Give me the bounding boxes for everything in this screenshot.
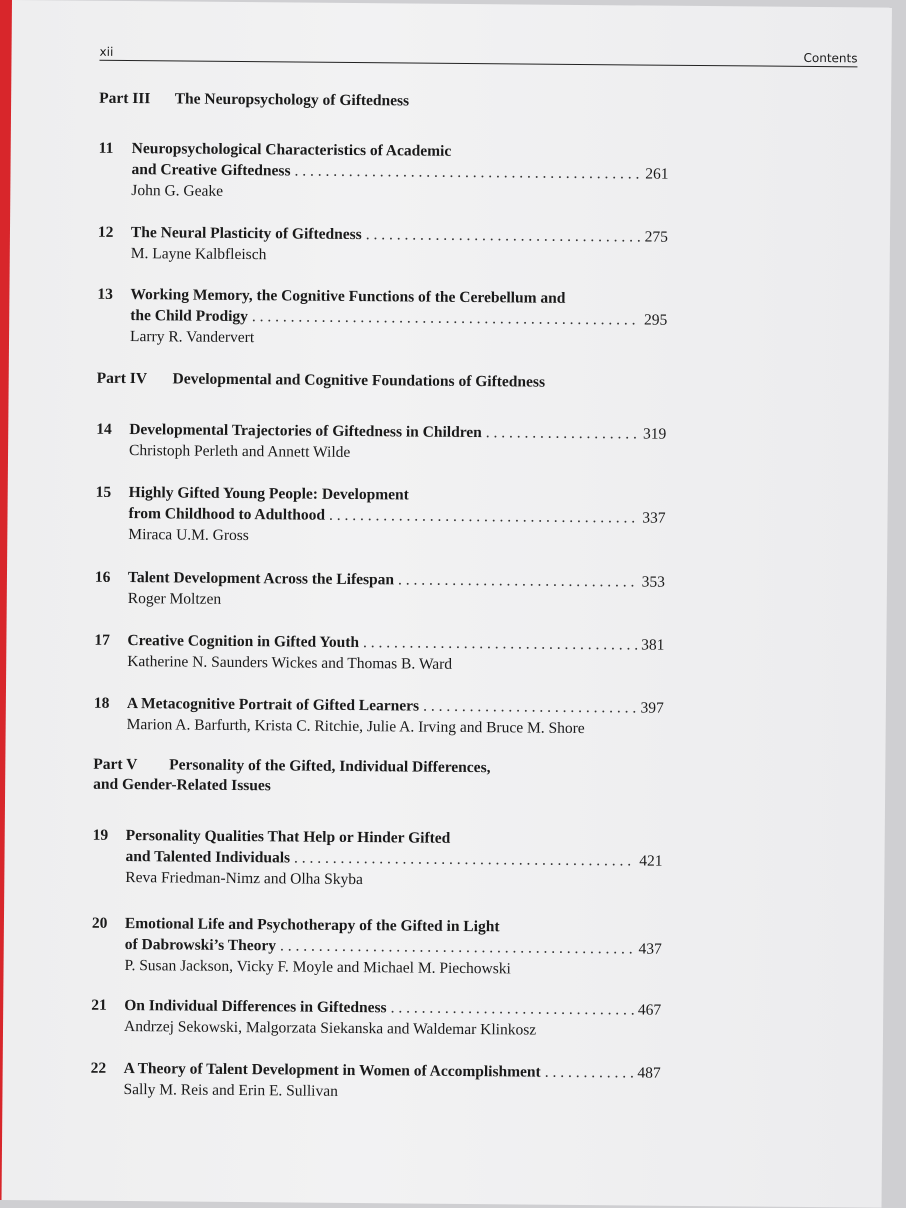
chapter-title-line1: Personality Qualities That Help or Hinder Gifted [125, 827, 451, 847]
leader-dots [252, 306, 640, 330]
chapter-title: Talent Development Across the Lifespan [127, 569, 395, 589]
chapter-title: and Talented Individuals [125, 848, 291, 867]
chapter-title: On Individual Differences in Giftedness [124, 997, 387, 1017]
chapter-title-line1: Emotional Life and Psychotherapy of the Gifted in Light [124, 915, 500, 936]
header-rule [99, 60, 857, 68]
page-number: xii [99, 44, 114, 59]
leader-dots [423, 696, 637, 719]
chapter-number: 12 [97, 223, 114, 241]
chapter-authors: Andrzej Sekowski, Malgorzata Siekanska and Waldemar Klinkosz [123, 1018, 537, 1039]
chapter-title-line1: Working Memory, the Cognitive Functions of the Cerebellum and [130, 286, 566, 307]
chapter-number: 15 [95, 483, 112, 501]
chapter-number: 18 [93, 694, 110, 712]
chapter-title: A Metacognitive Portrait of Gifted Learners [126, 695, 420, 715]
running-header [99, 45, 857, 72]
chapter-title: Developmental Trajectories of Giftedness in Children [129, 421, 482, 442]
chapter-number: 11 [98, 139, 114, 157]
chapter-number: 21 [91, 996, 107, 1014]
toc-entry[interactable] [95, 482, 666, 550]
toc-entry[interactable] [94, 693, 664, 740]
chapter-title: A Theory of Talent Development in Women of Accomplishment [123, 1060, 541, 1081]
part-number: Part IV [96, 369, 148, 388]
chapter-title: of Dabrowski’s Theory [124, 936, 277, 955]
chapter-page: 261 [645, 165, 669, 183]
section-title: Contents [803, 50, 858, 66]
chapter-authors: M. Layne Kalbfleisch [130, 245, 267, 264]
chapter-page: 295 [643, 311, 668, 329]
part-number: Part V [93, 755, 138, 774]
chapter-authors: Katherine N. Saunders Wickes and Thomas B. Ward [127, 653, 453, 673]
toc-entry[interactable] [98, 138, 669, 206]
chapter-authors: Miraca U.M. Gross [128, 526, 249, 545]
toc-entry[interactable] [91, 995, 661, 1042]
leader-dots [294, 847, 635, 871]
leader-dots [545, 1062, 634, 1084]
chapter-page: 337 [642, 509, 666, 527]
chapter-authors: Larry R. Vandervert [129, 328, 255, 347]
contents-page [2, 0, 892, 1208]
toc-entry[interactable] [91, 913, 662, 981]
part-heading [93, 755, 491, 798]
toc-entry[interactable] [96, 419, 666, 466]
chapter-page: 319 [642, 425, 667, 443]
part-title-line2: and Gender-Related Issues [93, 775, 271, 795]
chapter-number: 14 [96, 420, 112, 438]
toc-entry[interactable] [94, 630, 664, 677]
chapter-authors: P. Susan Jackson, Vicky F. Moyle and Michael M. Piechowski [124, 957, 511, 978]
chapter-title: The Neural Plasticity of Giftedness [130, 224, 362, 244]
leader-dots [363, 632, 637, 655]
leader-dots [391, 997, 635, 1020]
part-heading [99, 89, 409, 112]
toc-entry[interactable] [92, 825, 663, 893]
chapter-page: 421 [639, 852, 663, 870]
chapter-authors: John G. Geake [131, 182, 224, 200]
toc-entry[interactable] [98, 222, 668, 269]
part-title: Personality of the Gifted, Individual Differences, [169, 756, 491, 777]
leader-dots [366, 224, 641, 247]
chapter-authors: Roger Moltzen [127, 590, 222, 608]
chapter-authors: Christoph Perleth and Annett Wilde [128, 442, 351, 461]
chapter-authors: Reva Friedman-Nimz and Olha Skyba [125, 869, 364, 889]
leader-dots [486, 422, 639, 444]
chapter-title: and Creative Giftedness [131, 161, 291, 180]
part-number: Part III [99, 89, 151, 108]
part-title: The Neuropsychology of Giftedness [174, 90, 410, 110]
part-heading [97, 369, 546, 393]
leader-dots [398, 569, 638, 592]
toc-entry[interactable] [95, 567, 665, 614]
chapter-number: 17 [94, 631, 110, 649]
chapter-page: 381 [641, 636, 665, 654]
chapter-page: 353 [641, 573, 666, 591]
chapter-number: 19 [92, 826, 109, 844]
chapter-authors: Sally M. Reis and Erin E. Sullivan [123, 1081, 338, 1100]
chapter-page: 487 [637, 1064, 661, 1082]
toc-entry[interactable] [90, 1058, 660, 1105]
part-title: Developmental and Cognitive Foundations of Giftedness [172, 370, 546, 391]
toc-entry[interactable] [97, 284, 668, 352]
chapter-number: 22 [90, 1059, 107, 1077]
chapter-title: the Child Prodigy [130, 307, 249, 326]
leader-dots [329, 505, 638, 529]
chapter-page: 275 [644, 228, 669, 246]
chapter-number: 13 [97, 285, 114, 303]
chapter-number: 16 [94, 568, 111, 586]
chapter-title: from Childhood to Adulthood [128, 505, 326, 524]
chapter-authors: Marion A. Barfurth, Krista C. Ritchie, Julie A. Irving and Bruce M. Shore [126, 716, 585, 738]
chapter-page: 397 [640, 699, 664, 717]
chapter-number: 20 [91, 914, 108, 932]
chapter-page: 437 [638, 940, 662, 958]
chapter-page: 467 [637, 1001, 662, 1019]
leader-dots [294, 160, 641, 184]
chapter-title-line1: Highly Gifted Young People: Development [128, 484, 409, 504]
chapter-title-line1: Neuropsychological Characteristics of Academic [131, 140, 452, 160]
chapter-title: Creative Cognition in Gifted Youth [127, 632, 360, 652]
